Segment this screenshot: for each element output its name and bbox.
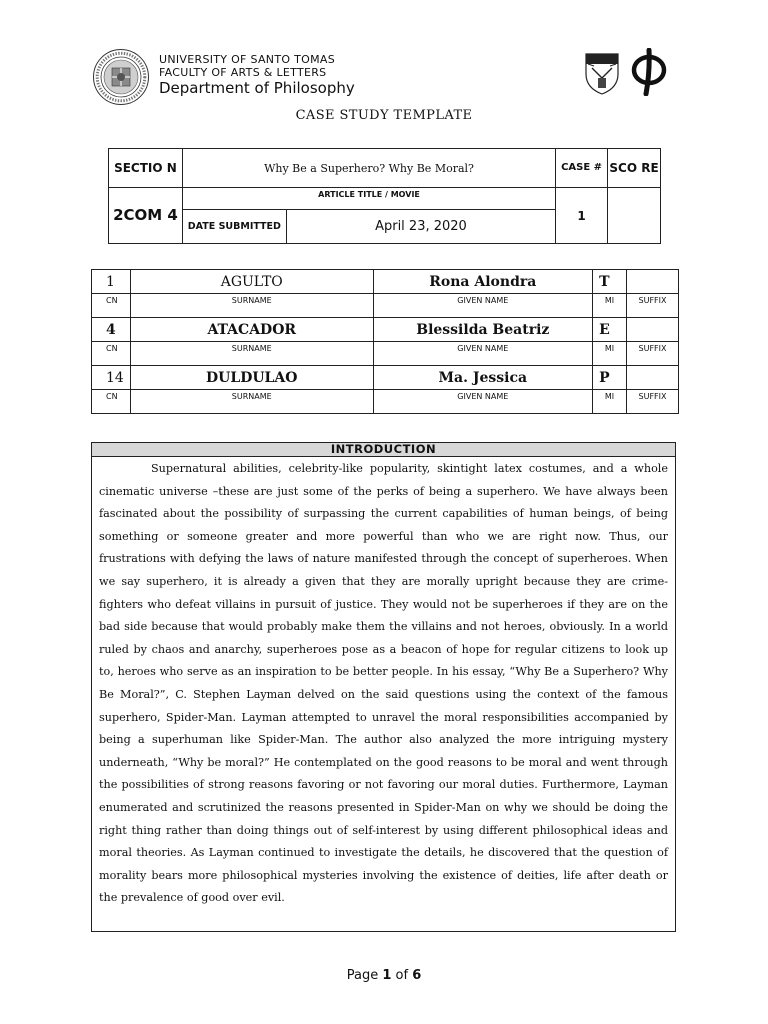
- given-name-label: GIVEN NAME: [373, 390, 593, 414]
- surname-label: SURNAME: [130, 390, 373, 414]
- page-footer: [0, 968, 768, 983]
- mi-label: MI: [593, 390, 627, 414]
- member-label-row: [92, 390, 679, 414]
- department-name: Department of Philosophy: [159, 79, 355, 97]
- case-info-table: [108, 148, 661, 244]
- faculty-crest-icon: [582, 50, 622, 96]
- cn-label: CN: [92, 342, 131, 366]
- surname-label: SURNAME: [130, 342, 373, 366]
- member-label-row: [92, 342, 679, 366]
- member-row: [92, 318, 679, 342]
- article-title-label: ARTICLE TITLE / MOVIE: [182, 188, 555, 210]
- section-value: 2COM 4: [109, 188, 183, 244]
- member-mi: P: [593, 366, 627, 390]
- member-mi: E: [593, 318, 627, 342]
- of-word: of: [395, 968, 409, 983]
- surname-label: SURNAME: [130, 294, 373, 318]
- member-row: [92, 366, 679, 390]
- member-cn: 1: [92, 270, 131, 294]
- members-table: [91, 269, 679, 414]
- given-name-label: GIVEN NAME: [373, 294, 593, 318]
- introduction-heading: INTRODUCTION: [92, 443, 675, 457]
- faculty-name: FACULTY OF ARTS & LETTERS: [159, 66, 327, 79]
- document-title: CASE STUDY TEMPLATE: [295, 108, 473, 123]
- date-submitted-value: April 23, 2020: [286, 210, 555, 244]
- suffix-label: SUFFIX: [627, 294, 679, 318]
- university-header: [159, 54, 355, 96]
- cn-label: CN: [92, 390, 131, 414]
- mi-label: MI: [593, 342, 627, 366]
- introduction-text: Supernatural abilities, celebrity-like popularity, skintight latex costumes, and a whole cinematic universe –these are just some of the perks of being a superhero. We have always been fascinated about the possibility of surpassing the current capabilities of human beings, of being something or someone greater and more powerful than who we are right now. Thus, our frustrations with defying the laws of nature manifested through the concept of superheroes. When we say superhero, it is already a given that they are morally upright because they are crime-fighters who defeat villains in pursuit of justice. They would not be superheroes if they are on the bad side because that would probably make them the villains and not heroes, obviously. In a world ruled by chaos and anarchy, superheroes pose as a beacon of hope for regular citizens to look up to, heroes who serve as an inspiration to be better people. In his essay, “Why Be a Superhero? Why Be Moral?”, C. Stephen Layman delved on the said questions using the context of the famous superhero, Spider-Man. Layman attempted to unravel the moral responsibilities accompanied by being a superhuman like Spider-Man. The author also analyzed the more intriguing mystery underneath, “Why be moral?” He contemplated on the good reasons to be moral and went through the possibilities of strong reasons favoring or not favoring our moral duties. Furthermore, Layman enumerated and scrutinized the reasons presented in Spider-Man on why we should be doing the right thing rather than doing things out of self-interest by using different philosophical ideas and moral theories. As Layman continued to investigate the details, he discovered that the question of morality bears more philosophical mysteries involving the existence of deities, life after death or the prevalence of good over evil.: [99, 462, 668, 905]
- member-surname: ATACADOR: [130, 318, 373, 342]
- member-suffix: [627, 366, 679, 390]
- member-given-name: Ma. Jessica: [373, 366, 593, 390]
- case-number-label: CASE #: [556, 149, 608, 188]
- section-label: SECTIO N: [109, 149, 183, 188]
- member-surname: AGULTO: [130, 270, 373, 294]
- member-mi: T: [593, 270, 627, 294]
- case-number-value: 1: [556, 188, 608, 244]
- score-value: [608, 188, 661, 244]
- given-name-label: GIVEN NAME: [373, 342, 593, 366]
- page-number: 1: [382, 968, 392, 983]
- member-given-name: Blessilda Beatriz: [373, 318, 593, 342]
- member-cn: 14: [92, 366, 131, 390]
- date-submitted-label: DATE SUBMITTED: [182, 210, 286, 244]
- suffix-label: SUFFIX: [627, 390, 679, 414]
- member-suffix: [627, 318, 679, 342]
- member-surname: DULDULAO: [130, 366, 373, 390]
- university-name: UNIVERSITY OF SANTO TOMAS: [159, 53, 335, 66]
- introduction-section: [91, 442, 676, 932]
- member-given-name: Rona Alondra: [373, 270, 593, 294]
- total-pages: 6: [412, 968, 422, 983]
- philosophy-phi-icon: [628, 48, 670, 96]
- page-word: Page: [346, 968, 379, 983]
- mi-label: MI: [593, 294, 627, 318]
- score-label: SCO RE: [608, 149, 661, 188]
- cn-label: CN: [92, 294, 131, 318]
- suffix-label: SUFFIX: [627, 342, 679, 366]
- member-label-row: [92, 294, 679, 318]
- member-cn: 4: [92, 318, 131, 342]
- member-suffix: [627, 270, 679, 294]
- member-row: [92, 270, 679, 294]
- article-title-value: Why Be a Superhero? Why Be Moral?: [182, 149, 555, 188]
- university-seal-icon: [92, 48, 150, 106]
